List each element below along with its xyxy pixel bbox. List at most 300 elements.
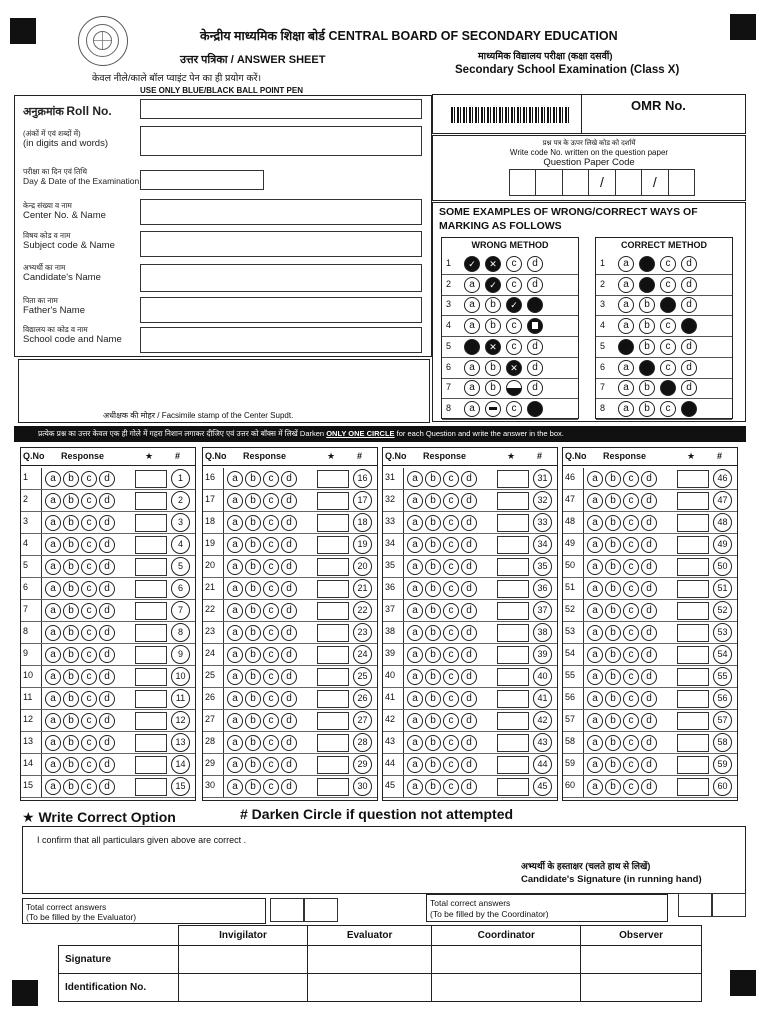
option-bubble-a[interactable]: a bbox=[587, 713, 603, 729]
answer-box[interactable] bbox=[677, 492, 709, 510]
option-bubble-c[interactable]: c bbox=[623, 713, 639, 729]
answer-box[interactable] bbox=[317, 470, 349, 488]
option-bubble-d[interactable]: d bbox=[99, 713, 115, 729]
answer-box[interactable] bbox=[135, 756, 167, 774]
answer-box[interactable] bbox=[497, 514, 529, 532]
not-attempted-circle[interactable]: 19 bbox=[353, 535, 372, 554]
option-bubble-a[interactable]: a bbox=[227, 581, 243, 597]
option-bubble-b[interactable]: b bbox=[245, 603, 261, 619]
option-bubble-a[interactable]: a bbox=[45, 647, 61, 663]
not-attempted-circle[interactable]: 44 bbox=[533, 755, 552, 774]
option-bubble-a[interactable]: a bbox=[227, 625, 243, 641]
option-bubble-b[interactable]: b bbox=[245, 669, 261, 685]
option-bubble-a[interactable]: a bbox=[407, 625, 423, 641]
not-attempted-circle[interactable]: 52 bbox=[713, 601, 732, 620]
option-bubble-c[interactable]: c bbox=[263, 625, 279, 641]
option-bubble-a[interactable]: a bbox=[227, 515, 243, 531]
option-bubble-a[interactable]: a bbox=[587, 691, 603, 707]
answer-box[interactable] bbox=[497, 778, 529, 796]
option-bubble-d[interactable]: d bbox=[99, 537, 115, 553]
option-bubble-b[interactable]: b bbox=[605, 735, 621, 751]
id-evaluator-cell[interactable] bbox=[307, 974, 431, 1002]
option-bubble-c[interactable]: c bbox=[623, 647, 639, 663]
option-bubble-c[interactable]: c bbox=[263, 779, 279, 795]
option-bubble-c[interactable]: c bbox=[443, 537, 459, 553]
not-attempted-circle[interactable]: 29 bbox=[353, 755, 372, 774]
option-bubble-b[interactable]: b bbox=[425, 757, 441, 773]
answer-box[interactable] bbox=[317, 734, 349, 752]
not-attempted-circle[interactable]: 49 bbox=[713, 535, 732, 554]
answer-box[interactable] bbox=[677, 580, 709, 598]
answer-box[interactable] bbox=[497, 558, 529, 576]
option-bubble-b[interactable]: b bbox=[245, 537, 261, 553]
option-bubble-d[interactable]: d bbox=[99, 493, 115, 509]
not-attempted-circle[interactable]: 11 bbox=[171, 689, 190, 708]
sig-evaluator-cell[interactable] bbox=[307, 946, 431, 974]
option-bubble-b[interactable]: b bbox=[245, 515, 261, 531]
not-attempted-circle[interactable]: 1 bbox=[171, 469, 190, 488]
option-bubble-b[interactable]: b bbox=[245, 713, 261, 729]
answer-box[interactable] bbox=[317, 602, 349, 620]
answer-box[interactable] bbox=[135, 646, 167, 664]
father-name-field[interactable] bbox=[140, 297, 422, 323]
option-bubble-c[interactable]: c bbox=[263, 493, 279, 509]
not-attempted-circle[interactable]: 38 bbox=[533, 623, 552, 642]
option-bubble-b[interactable]: b bbox=[605, 559, 621, 575]
option-bubble-b[interactable]: b bbox=[63, 647, 79, 663]
option-bubble-c[interactable]: c bbox=[443, 471, 459, 487]
option-bubble-a[interactable]: a bbox=[227, 779, 243, 795]
not-attempted-circle[interactable]: 3 bbox=[171, 513, 190, 532]
id-coordinator-cell[interactable] bbox=[432, 974, 581, 1002]
option-bubble-a[interactable]: a bbox=[587, 515, 603, 531]
option-bubble-d[interactable]: d bbox=[281, 515, 297, 531]
option-bubble-b[interactable]: b bbox=[425, 669, 441, 685]
option-bubble-d[interactable]: d bbox=[461, 713, 477, 729]
option-bubble-b[interactable]: b bbox=[605, 757, 621, 773]
option-bubble-c[interactable]: c bbox=[81, 735, 97, 751]
not-attempted-circle[interactable]: 13 bbox=[171, 733, 190, 752]
option-bubble-d[interactable]: d bbox=[281, 603, 297, 619]
option-bubble-b[interactable]: b bbox=[425, 779, 441, 795]
not-attempted-circle[interactable]: 9 bbox=[171, 645, 190, 664]
option-bubble-a[interactable]: a bbox=[587, 647, 603, 663]
answer-box[interactable] bbox=[677, 536, 709, 554]
option-bubble-d[interactable]: d bbox=[641, 647, 657, 663]
option-bubble-c[interactable]: c bbox=[81, 779, 97, 795]
not-attempted-circle[interactable]: 24 bbox=[353, 645, 372, 664]
school-field[interactable] bbox=[140, 327, 422, 353]
not-attempted-circle[interactable]: 30 bbox=[353, 777, 372, 796]
option-bubble-a[interactable]: a bbox=[407, 493, 423, 509]
option-bubble-a[interactable]: a bbox=[407, 581, 423, 597]
option-bubble-c[interactable]: c bbox=[263, 581, 279, 597]
answer-box[interactable] bbox=[317, 492, 349, 510]
option-bubble-c[interactable]: c bbox=[81, 581, 97, 597]
option-bubble-d[interactable]: d bbox=[281, 669, 297, 685]
option-bubble-c[interactable]: c bbox=[263, 757, 279, 773]
not-attempted-circle[interactable]: 25 bbox=[353, 667, 372, 686]
roll-no-words-field[interactable] bbox=[140, 126, 422, 156]
answer-box[interactable] bbox=[135, 536, 167, 554]
option-bubble-a[interactable]: a bbox=[587, 625, 603, 641]
option-bubble-c[interactable]: c bbox=[623, 493, 639, 509]
option-bubble-b[interactable]: b bbox=[63, 559, 79, 575]
option-bubble-d[interactable]: d bbox=[281, 779, 297, 795]
option-bubble-b[interactable]: b bbox=[425, 515, 441, 531]
option-bubble-c[interactable]: c bbox=[443, 735, 459, 751]
option-bubble-c[interactable]: c bbox=[81, 493, 97, 509]
not-attempted-circle[interactable]: 34 bbox=[533, 535, 552, 554]
option-bubble-b[interactable]: b bbox=[245, 471, 261, 487]
option-bubble-b[interactable]: b bbox=[425, 713, 441, 729]
option-bubble-d[interactable]: d bbox=[461, 493, 477, 509]
option-bubble-d[interactable]: d bbox=[281, 537, 297, 553]
option-bubble-b[interactable]: b bbox=[425, 471, 441, 487]
option-bubble-d[interactable]: d bbox=[99, 779, 115, 795]
not-attempted-circle[interactable]: 46 bbox=[713, 469, 732, 488]
option-bubble-b[interactable]: b bbox=[63, 625, 79, 641]
option-bubble-a[interactable]: a bbox=[45, 581, 61, 597]
option-bubble-c[interactable]: c bbox=[263, 515, 279, 531]
answer-box[interactable] bbox=[317, 756, 349, 774]
option-bubble-c[interactable]: c bbox=[443, 691, 459, 707]
option-bubble-b[interactable]: b bbox=[63, 669, 79, 685]
not-attempted-circle[interactable]: 20 bbox=[353, 557, 372, 576]
answer-box[interactable] bbox=[677, 470, 709, 488]
option-bubble-a[interactable]: a bbox=[407, 779, 423, 795]
option-bubble-b[interactable]: b bbox=[245, 559, 261, 575]
option-bubble-d[interactable]: d bbox=[99, 581, 115, 597]
option-bubble-d[interactable]: d bbox=[99, 559, 115, 575]
option-bubble-a[interactable]: a bbox=[407, 713, 423, 729]
option-bubble-a[interactable]: a bbox=[45, 515, 61, 531]
evaluator-total-digit-1[interactable] bbox=[270, 898, 304, 922]
not-attempted-circle[interactable]: 59 bbox=[713, 755, 732, 774]
option-bubble-c[interactable]: c bbox=[623, 515, 639, 531]
option-bubble-c[interactable]: c bbox=[443, 603, 459, 619]
option-bubble-a[interactable]: a bbox=[587, 603, 603, 619]
coordinator-total-digit-1[interactable] bbox=[678, 893, 712, 917]
option-bubble-d[interactable]: d bbox=[641, 537, 657, 553]
answer-box[interactable] bbox=[677, 756, 709, 774]
not-attempted-circle[interactable]: 32 bbox=[533, 491, 552, 510]
option-bubble-d[interactable]: d bbox=[641, 515, 657, 531]
option-bubble-a[interactable]: a bbox=[407, 669, 423, 685]
option-bubble-d[interactable]: d bbox=[461, 779, 477, 795]
option-bubble-d[interactable]: d bbox=[461, 735, 477, 751]
sig-observer-cell[interactable] bbox=[581, 946, 702, 974]
answer-box[interactable] bbox=[135, 514, 167, 532]
id-invigilator-cell[interactable] bbox=[179, 974, 308, 1002]
not-attempted-circle[interactable]: 31 bbox=[533, 469, 552, 488]
option-bubble-d[interactable]: d bbox=[641, 603, 657, 619]
answer-box[interactable] bbox=[677, 624, 709, 642]
option-bubble-b[interactable]: b bbox=[605, 537, 621, 553]
answer-box[interactable] bbox=[135, 470, 167, 488]
answer-box[interactable] bbox=[317, 558, 349, 576]
option-bubble-d[interactable]: d bbox=[461, 757, 477, 773]
answer-box[interactable] bbox=[317, 646, 349, 664]
option-bubble-b[interactable]: b bbox=[63, 581, 79, 597]
option-bubble-b[interactable]: b bbox=[605, 493, 621, 509]
option-bubble-a[interactable]: a bbox=[587, 559, 603, 575]
answer-box[interactable] bbox=[497, 646, 529, 664]
option-bubble-b[interactable]: b bbox=[605, 515, 621, 531]
not-attempted-circle[interactable]: 27 bbox=[353, 711, 372, 730]
not-attempted-circle[interactable]: 48 bbox=[713, 513, 732, 532]
option-bubble-c[interactable]: c bbox=[623, 735, 639, 751]
answer-box[interactable] bbox=[677, 668, 709, 686]
option-bubble-b[interactable]: b bbox=[63, 735, 79, 751]
answer-box[interactable] bbox=[317, 778, 349, 796]
answer-box[interactable] bbox=[135, 558, 167, 576]
option-bubble-a[interactable]: a bbox=[407, 559, 423, 575]
option-bubble-b[interactable]: b bbox=[425, 625, 441, 641]
option-bubble-d[interactable]: d bbox=[281, 713, 297, 729]
not-attempted-circle[interactable]: 47 bbox=[713, 491, 732, 510]
option-bubble-a[interactable]: a bbox=[227, 691, 243, 707]
option-bubble-a[interactable]: a bbox=[45, 779, 61, 795]
option-bubble-c[interactable]: c bbox=[623, 581, 639, 597]
option-bubble-a[interactable]: a bbox=[227, 647, 243, 663]
answer-box[interactable] bbox=[497, 668, 529, 686]
option-bubble-d[interactable]: d bbox=[281, 559, 297, 575]
option-bubble-b[interactable]: b bbox=[605, 581, 621, 597]
option-bubble-b[interactable]: b bbox=[605, 713, 621, 729]
option-bubble-b[interactable]: b bbox=[605, 647, 621, 663]
not-attempted-circle[interactable]: 42 bbox=[533, 711, 552, 730]
not-attempted-circle[interactable]: 36 bbox=[533, 579, 552, 598]
not-attempted-circle[interactable]: 7 bbox=[171, 601, 190, 620]
option-bubble-c[interactable]: c bbox=[81, 713, 97, 729]
answer-box[interactable] bbox=[497, 536, 529, 554]
option-bubble-c[interactable]: c bbox=[443, 669, 459, 685]
qp-code-input[interactable]: / / bbox=[509, 169, 695, 196]
option-bubble-d[interactable]: d bbox=[99, 647, 115, 663]
answer-box[interactable] bbox=[677, 646, 709, 664]
option-bubble-b[interactable]: b bbox=[63, 603, 79, 619]
sig-invigilator-cell[interactable] bbox=[179, 946, 308, 974]
answer-box[interactable] bbox=[317, 668, 349, 686]
answer-box[interactable] bbox=[135, 602, 167, 620]
option-bubble-d[interactable]: d bbox=[641, 493, 657, 509]
option-bubble-c[interactable]: c bbox=[263, 647, 279, 663]
option-bubble-b[interactable]: b bbox=[425, 603, 441, 619]
answer-box[interactable] bbox=[497, 602, 529, 620]
answer-box[interactable] bbox=[135, 668, 167, 686]
id-observer-cell[interactable] bbox=[581, 974, 702, 1002]
option-bubble-c[interactable]: c bbox=[443, 493, 459, 509]
option-bubble-a[interactable]: a bbox=[587, 735, 603, 751]
option-bubble-c[interactable]: c bbox=[263, 559, 279, 575]
option-bubble-b[interactable]: b bbox=[425, 691, 441, 707]
option-bubble-c[interactable]: c bbox=[81, 471, 97, 487]
option-bubble-c[interactable]: c bbox=[623, 625, 639, 641]
option-bubble-c[interactable]: c bbox=[263, 713, 279, 729]
answer-box[interactable] bbox=[677, 734, 709, 752]
option-bubble-d[interactable]: d bbox=[281, 581, 297, 597]
answer-box[interactable] bbox=[497, 712, 529, 730]
option-bubble-b[interactable]: b bbox=[63, 515, 79, 531]
option-bubble-a[interactable]: a bbox=[45, 757, 61, 773]
option-bubble-a[interactable]: a bbox=[407, 757, 423, 773]
option-bubble-b[interactable]: b bbox=[425, 537, 441, 553]
answer-box[interactable] bbox=[317, 690, 349, 708]
option-bubble-c[interactable]: c bbox=[443, 757, 459, 773]
option-bubble-d[interactable]: d bbox=[461, 537, 477, 553]
option-bubble-d[interactable]: d bbox=[281, 493, 297, 509]
option-bubble-a[interactable]: a bbox=[227, 559, 243, 575]
answer-box[interactable] bbox=[135, 580, 167, 598]
option-bubble-c[interactable]: c bbox=[263, 691, 279, 707]
answer-box[interactable] bbox=[135, 734, 167, 752]
not-attempted-circle[interactable]: 22 bbox=[353, 601, 372, 620]
option-bubble-a[interactable]: a bbox=[227, 471, 243, 487]
not-attempted-circle[interactable]: 18 bbox=[353, 513, 372, 532]
not-attempted-circle[interactable]: 35 bbox=[533, 557, 552, 576]
answer-box[interactable] bbox=[677, 712, 709, 730]
option-bubble-b[interactable]: b bbox=[245, 493, 261, 509]
option-bubble-b[interactable]: b bbox=[605, 603, 621, 619]
option-bubble-c[interactable]: c bbox=[623, 559, 639, 575]
option-bubble-d[interactable]: d bbox=[641, 779, 657, 795]
option-bubble-d[interactable]: d bbox=[461, 603, 477, 619]
option-bubble-d[interactable]: d bbox=[461, 691, 477, 707]
option-bubble-c[interactable]: c bbox=[623, 757, 639, 773]
option-bubble-c[interactable]: c bbox=[443, 559, 459, 575]
not-attempted-circle[interactable]: 17 bbox=[353, 491, 372, 510]
option-bubble-a[interactable]: a bbox=[45, 713, 61, 729]
not-attempted-circle[interactable]: 2 bbox=[171, 491, 190, 510]
option-bubble-d[interactable]: d bbox=[99, 603, 115, 619]
option-bubble-a[interactable]: a bbox=[587, 471, 603, 487]
option-bubble-b[interactable]: b bbox=[63, 471, 79, 487]
not-attempted-circle[interactable]: 40 bbox=[533, 667, 552, 686]
answer-box[interactable] bbox=[135, 712, 167, 730]
not-attempted-circle[interactable]: 45 bbox=[533, 777, 552, 796]
option-bubble-b[interactable]: b bbox=[425, 493, 441, 509]
not-attempted-circle[interactable]: 21 bbox=[353, 579, 372, 598]
option-bubble-c[interactable]: c bbox=[443, 713, 459, 729]
not-attempted-circle[interactable]: 8 bbox=[171, 623, 190, 642]
not-attempted-circle[interactable]: 54 bbox=[713, 645, 732, 664]
option-bubble-b[interactable]: b bbox=[245, 779, 261, 795]
option-bubble-b[interactable]: b bbox=[245, 691, 261, 707]
not-attempted-circle[interactable]: 15 bbox=[171, 777, 190, 796]
option-bubble-a[interactable]: a bbox=[227, 713, 243, 729]
option-bubble-d[interactable]: d bbox=[641, 691, 657, 707]
option-bubble-d[interactable]: d bbox=[99, 691, 115, 707]
option-bubble-b[interactable]: b bbox=[425, 735, 441, 751]
answer-box[interactable] bbox=[677, 602, 709, 620]
option-bubble-a[interactable]: a bbox=[45, 603, 61, 619]
not-attempted-circle[interactable]: 6 bbox=[171, 579, 190, 598]
option-bubble-a[interactable]: a bbox=[45, 691, 61, 707]
option-bubble-b[interactable]: b bbox=[245, 625, 261, 641]
option-bubble-c[interactable]: c bbox=[263, 735, 279, 751]
answer-box[interactable] bbox=[317, 514, 349, 532]
subject-field[interactable] bbox=[140, 231, 422, 257]
option-bubble-c[interactable]: c bbox=[81, 757, 97, 773]
option-bubble-d[interactable]: d bbox=[641, 625, 657, 641]
option-bubble-d[interactable]: d bbox=[641, 581, 657, 597]
center-field[interactable] bbox=[140, 199, 422, 225]
not-attempted-circle[interactable]: 58 bbox=[713, 733, 732, 752]
option-bubble-c[interactable]: c bbox=[263, 603, 279, 619]
option-bubble-a[interactable]: a bbox=[227, 493, 243, 509]
option-bubble-b[interactable]: b bbox=[63, 493, 79, 509]
not-attempted-circle[interactable]: 60 bbox=[713, 777, 732, 796]
option-bubble-c[interactable]: c bbox=[81, 691, 97, 707]
option-bubble-b[interactable]: b bbox=[425, 581, 441, 597]
not-attempted-circle[interactable]: 39 bbox=[533, 645, 552, 664]
option-bubble-a[interactable]: a bbox=[407, 471, 423, 487]
option-bubble-d[interactable]: d bbox=[281, 471, 297, 487]
option-bubble-a[interactable]: a bbox=[587, 757, 603, 773]
answer-box[interactable] bbox=[135, 492, 167, 510]
roll-no-field[interactable] bbox=[140, 99, 422, 119]
option-bubble-c[interactable]: c bbox=[263, 471, 279, 487]
option-bubble-b[interactable]: b bbox=[245, 757, 261, 773]
option-bubble-b[interactable]: b bbox=[63, 691, 79, 707]
option-bubble-d[interactable]: d bbox=[641, 735, 657, 751]
option-bubble-b[interactable]: b bbox=[63, 537, 79, 553]
not-attempted-circle[interactable]: 53 bbox=[713, 623, 732, 642]
option-bubble-b[interactable]: b bbox=[425, 559, 441, 575]
not-attempted-circle[interactable]: 26 bbox=[353, 689, 372, 708]
not-attempted-circle[interactable]: 43 bbox=[533, 733, 552, 752]
option-bubble-b[interactable]: b bbox=[63, 757, 79, 773]
option-bubble-d[interactable]: d bbox=[461, 559, 477, 575]
option-bubble-b[interactable]: b bbox=[605, 625, 621, 641]
option-bubble-b[interactable]: b bbox=[63, 713, 79, 729]
option-bubble-a[interactable]: a bbox=[45, 559, 61, 575]
option-bubble-c[interactable]: c bbox=[623, 603, 639, 619]
option-bubble-d[interactable]: d bbox=[641, 757, 657, 773]
option-bubble-a[interactable]: a bbox=[407, 647, 423, 663]
option-bubble-a[interactable]: a bbox=[587, 537, 603, 553]
option-bubble-d[interactable]: d bbox=[461, 515, 477, 531]
option-bubble-d[interactable]: d bbox=[641, 713, 657, 729]
not-attempted-circle[interactable]: 5 bbox=[171, 557, 190, 576]
not-attempted-circle[interactable]: 33 bbox=[533, 513, 552, 532]
option-bubble-b[interactable]: b bbox=[245, 647, 261, 663]
option-bubble-c[interactable]: c bbox=[81, 603, 97, 619]
option-bubble-d[interactable]: d bbox=[461, 625, 477, 641]
option-bubble-c[interactable]: c bbox=[81, 625, 97, 641]
option-bubble-a[interactable]: a bbox=[45, 493, 61, 509]
not-attempted-circle[interactable]: 57 bbox=[713, 711, 732, 730]
option-bubble-b[interactable]: b bbox=[425, 647, 441, 663]
not-attempted-circle[interactable]: 50 bbox=[713, 557, 732, 576]
answer-box[interactable] bbox=[497, 624, 529, 642]
option-bubble-a[interactable]: a bbox=[227, 757, 243, 773]
sig-coordinator-cell[interactable] bbox=[432, 946, 581, 974]
evaluator-total-digit-2[interactable] bbox=[304, 898, 338, 922]
not-attempted-circle[interactable]: 56 bbox=[713, 689, 732, 708]
option-bubble-a[interactable]: a bbox=[407, 691, 423, 707]
option-bubble-d[interactable]: d bbox=[641, 669, 657, 685]
answer-box[interactable] bbox=[497, 756, 529, 774]
option-bubble-c[interactable]: c bbox=[623, 669, 639, 685]
option-bubble-b[interactable]: b bbox=[605, 669, 621, 685]
option-bubble-a[interactable]: a bbox=[45, 669, 61, 685]
option-bubble-a[interactable]: a bbox=[407, 735, 423, 751]
option-bubble-c[interactable]: c bbox=[623, 471, 639, 487]
option-bubble-c[interactable]: c bbox=[443, 515, 459, 531]
option-bubble-b[interactable]: b bbox=[605, 779, 621, 795]
